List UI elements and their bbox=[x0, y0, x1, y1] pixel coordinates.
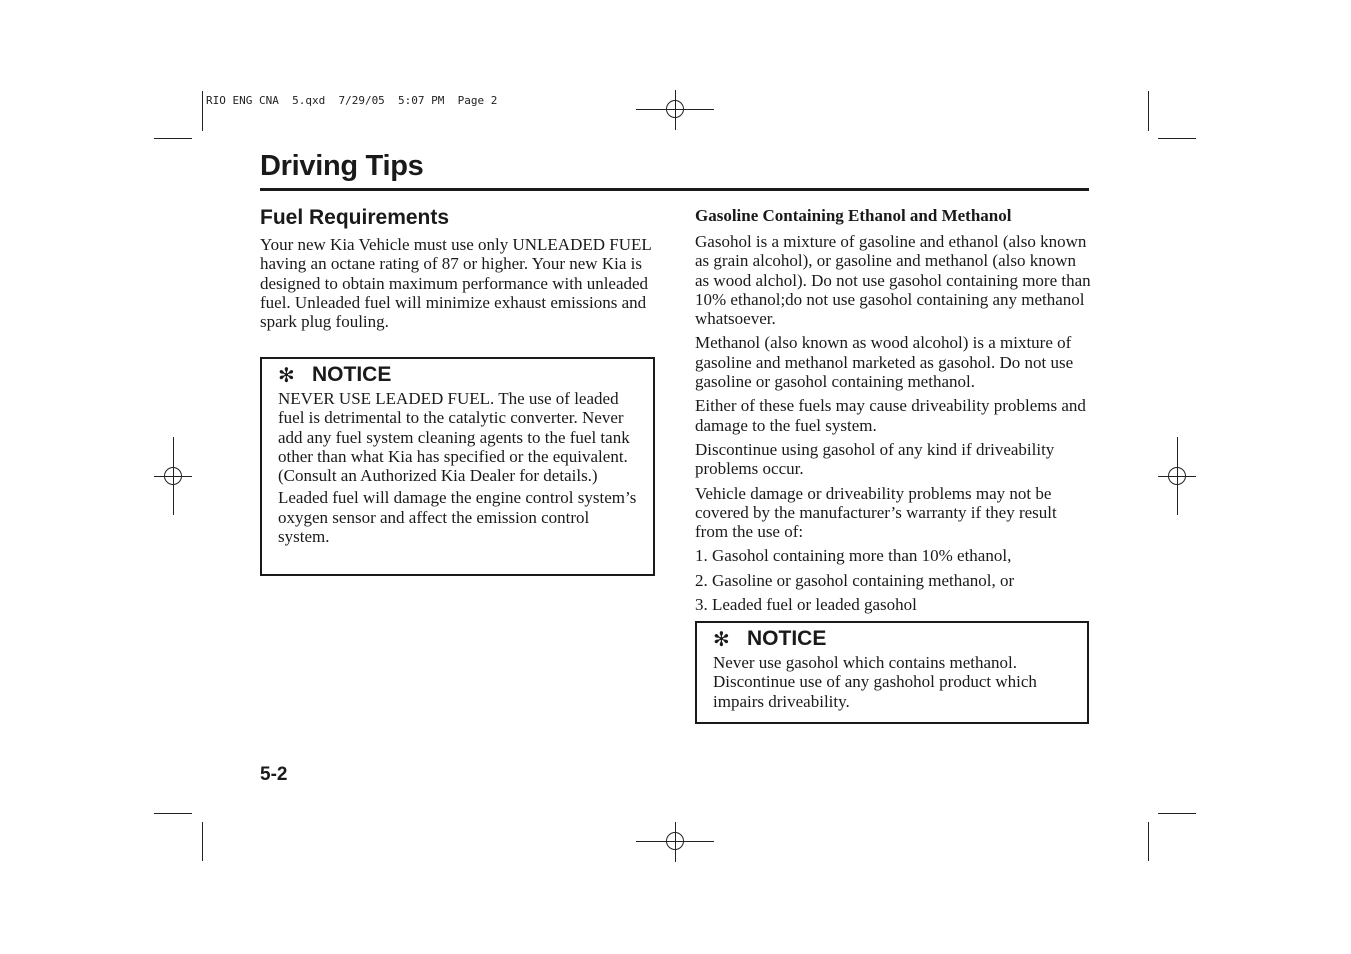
crop-mark bbox=[1158, 813, 1196, 814]
notice-title: NOTICE bbox=[312, 363, 392, 386]
asterisk-icon: ✻ bbox=[278, 363, 295, 387]
page-title: Driving Tips bbox=[260, 150, 424, 182]
paragraph: Either of these fuels may cause driveability problems and damage to the fuel system. bbox=[695, 396, 1086, 435]
notice-heading bbox=[278, 363, 637, 387]
notice-paragraph: Leaded fuel will damage the engine control system’s oxygen sensor and affect the emission control system. bbox=[278, 488, 637, 547]
crop-mark bbox=[202, 91, 203, 131]
crop-mark bbox=[202, 822, 203, 861]
paragraph: Gasohol is a mixture of gasoline and ethanol (also known as grain alcohol), or gasoline and methanol (also known as wood alchol). Do not use gasohol containing more than 10% ethanol;do not use gasohol containing any methanol whatsoever. bbox=[695, 232, 1091, 329]
notice-paragraph: Never use gasohol which contains methanol. Discontinue use of any gashohol product which impairs driveability. bbox=[713, 653, 1037, 711]
crop-mark bbox=[1148, 91, 1149, 131]
paragraph: Vehicle damage or driveability problems may not be covered by the manufacturer’s warranty if they result from the use of: bbox=[695, 483, 1057, 542]
list-item: 1. Gasohol containing more than 10% ethanol, bbox=[695, 546, 1012, 566]
right-column bbox=[695, 206, 1091, 619]
paragraph: Discontinue using gasohol of any kind if driveability problems occur. bbox=[695, 439, 1055, 479]
notice-heading bbox=[713, 627, 1071, 651]
title-rule bbox=[260, 188, 1089, 191]
asterisk-icon: ✻ bbox=[713, 627, 730, 651]
crop-mark bbox=[1148, 822, 1149, 861]
notice-box-leaded-fuel bbox=[260, 357, 655, 576]
notice-paragraph: NEVER USE LEADED FUEL. The use of leaded fuel is detrimental to the catalytic converter. Never add any fuel system cleaning agents to the fuel tank other than what Kia has specified or the equivalent. (Consult an Authorized Kia Dealer for details.) bbox=[278, 389, 630, 486]
subheading-ethanol-methanol: Gasoline Containing Ethanol and Methanol bbox=[695, 206, 1012, 225]
section-heading: Fuel Requirements bbox=[260, 206, 450, 229]
notice-box-gasohol bbox=[695, 621, 1089, 724]
list-item: 2. Gasoline or gasohol containing methanol, or bbox=[695, 570, 1015, 590]
list-item: 3. Leaded fuel or leaded gasohol bbox=[695, 595, 917, 615]
fuel-requirements-intro: Your new Kia Vehicle must use only UNLEADED FUEL having an octane rating of 87 or higher. Your new Kia is designed to obtain maximum performance with unleaded fuel. Unleaded fuel will minimize exhaust emissions and spark plug fouling. bbox=[260, 235, 652, 332]
crop-mark bbox=[1158, 138, 1196, 139]
notice-title: NOTICE bbox=[747, 627, 827, 650]
print-slug: RIO ENG CNA 5.qxd 7/29/05 5:07 PM Page 2 bbox=[206, 94, 498, 107]
crop-mark bbox=[154, 138, 192, 139]
page-number: 5-2 bbox=[260, 764, 288, 785]
paragraph: Methanol (also known as wood alcohol) is a mixture of gasoline and methanol marketed as gasohol. Do not use gasoline or gasohol containing methanol. bbox=[695, 333, 1074, 392]
crop-mark bbox=[154, 813, 192, 814]
